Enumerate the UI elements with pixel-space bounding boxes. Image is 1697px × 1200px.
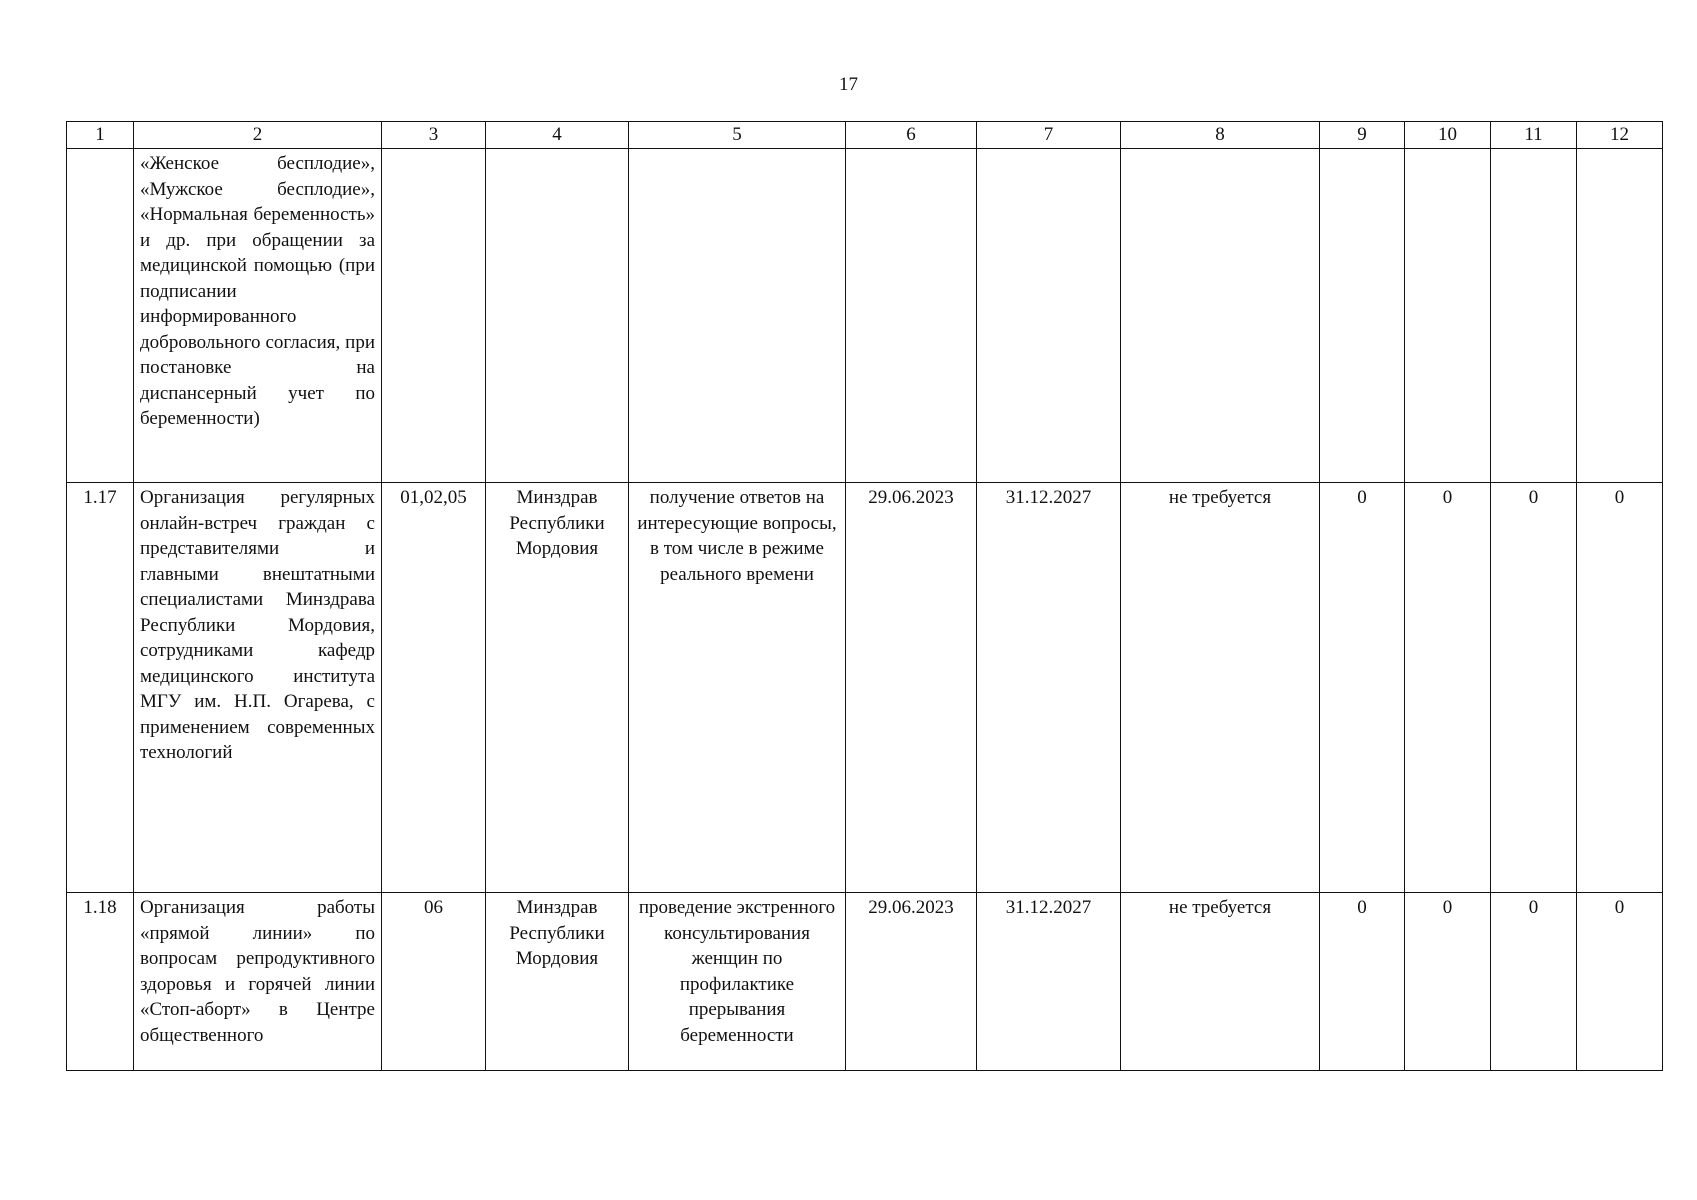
row-number: 1.18 [67, 893, 134, 1071]
header-cell: 8 [1121, 122, 1320, 149]
header-cell: 2 [134, 122, 382, 149]
table-row [67, 893, 1663, 1071]
page-number: 17 [839, 74, 858, 95]
header-cell: 10 [1405, 122, 1491, 149]
executor: Минздрав Республики Мордовия [486, 483, 629, 893]
header-cell: 1 [67, 122, 134, 149]
measure-description: «Женское бесплодие», «Мужское бесплодие», «Нормальная беременность» и др. при обращении за медицинской помощью (при подписании информированного добровольного согласия, при постановке на диспансерный учет по беременности) [134, 149, 382, 483]
value-col-12 [1577, 149, 1663, 483]
financing: не требуется [1121, 483, 1320, 893]
header-cell: 12 [1577, 122, 1663, 149]
header-cell: 9 [1320, 122, 1405, 149]
value-col-10: 0 [1405, 483, 1491, 893]
executor [486, 149, 629, 483]
value-col-11 [1491, 149, 1577, 483]
start-date: 29.06.2023 [846, 483, 977, 893]
header-row [67, 122, 1663, 149]
measure-description: Организация регулярных онлайн-встреч граждан с представителями и главными внештатными специалистами Минздрава Республики Мордовия, сотрудниками кафедр медицинского института МГУ им. Н.П. Огарева, с применением современных технологий [134, 483, 382, 893]
task-codes [382, 149, 486, 483]
start-date [846, 149, 977, 483]
value-col-10 [1405, 149, 1491, 483]
value-col-9 [1320, 149, 1405, 483]
table-row [67, 149, 1663, 483]
header-cell: 3 [382, 122, 486, 149]
end-date: 31.12.2027 [977, 483, 1121, 893]
task-codes: 01,02,05 [382, 483, 486, 893]
header-cell: 7 [977, 122, 1121, 149]
table-row [67, 483, 1663, 893]
value-col-11: 0 [1491, 893, 1577, 1071]
end-date: 31.12.2027 [977, 893, 1121, 1071]
row-number [67, 149, 134, 483]
measures-table [66, 121, 1663, 1071]
executor: Минздрав Республики Мордовия [486, 893, 629, 1071]
value-col-12: 0 [1577, 893, 1663, 1071]
value-col-10: 0 [1405, 893, 1491, 1071]
value-col-9: 0 [1320, 893, 1405, 1071]
expected-result [629, 149, 846, 483]
end-date [977, 149, 1121, 483]
header-cell: 11 [1491, 122, 1577, 149]
expected-result: получение ответов на интересующие вопросы, в том числе в режиме реального времени [629, 483, 846, 893]
financing: не требуется [1121, 893, 1320, 1071]
measure-description: Организация работы «прямой линии» по вопросам репродуктивного здоровья и горячей линии «Стоп-аборт» в Центре общественного [134, 893, 382, 1071]
row-number: 1.17 [67, 483, 134, 893]
value-col-11: 0 [1491, 483, 1577, 893]
expected-result: проведение экстренного консультирования женщин по профилактике прерывания беременности [629, 893, 846, 1071]
header-cell: 5 [629, 122, 846, 149]
start-date: 29.06.2023 [846, 893, 977, 1071]
value-col-12: 0 [1577, 483, 1663, 893]
financing [1121, 149, 1320, 483]
value-col-9: 0 [1320, 483, 1405, 893]
header-cell: 4 [486, 122, 629, 149]
header-cell: 6 [846, 122, 977, 149]
task-codes: 06 [382, 893, 486, 1071]
